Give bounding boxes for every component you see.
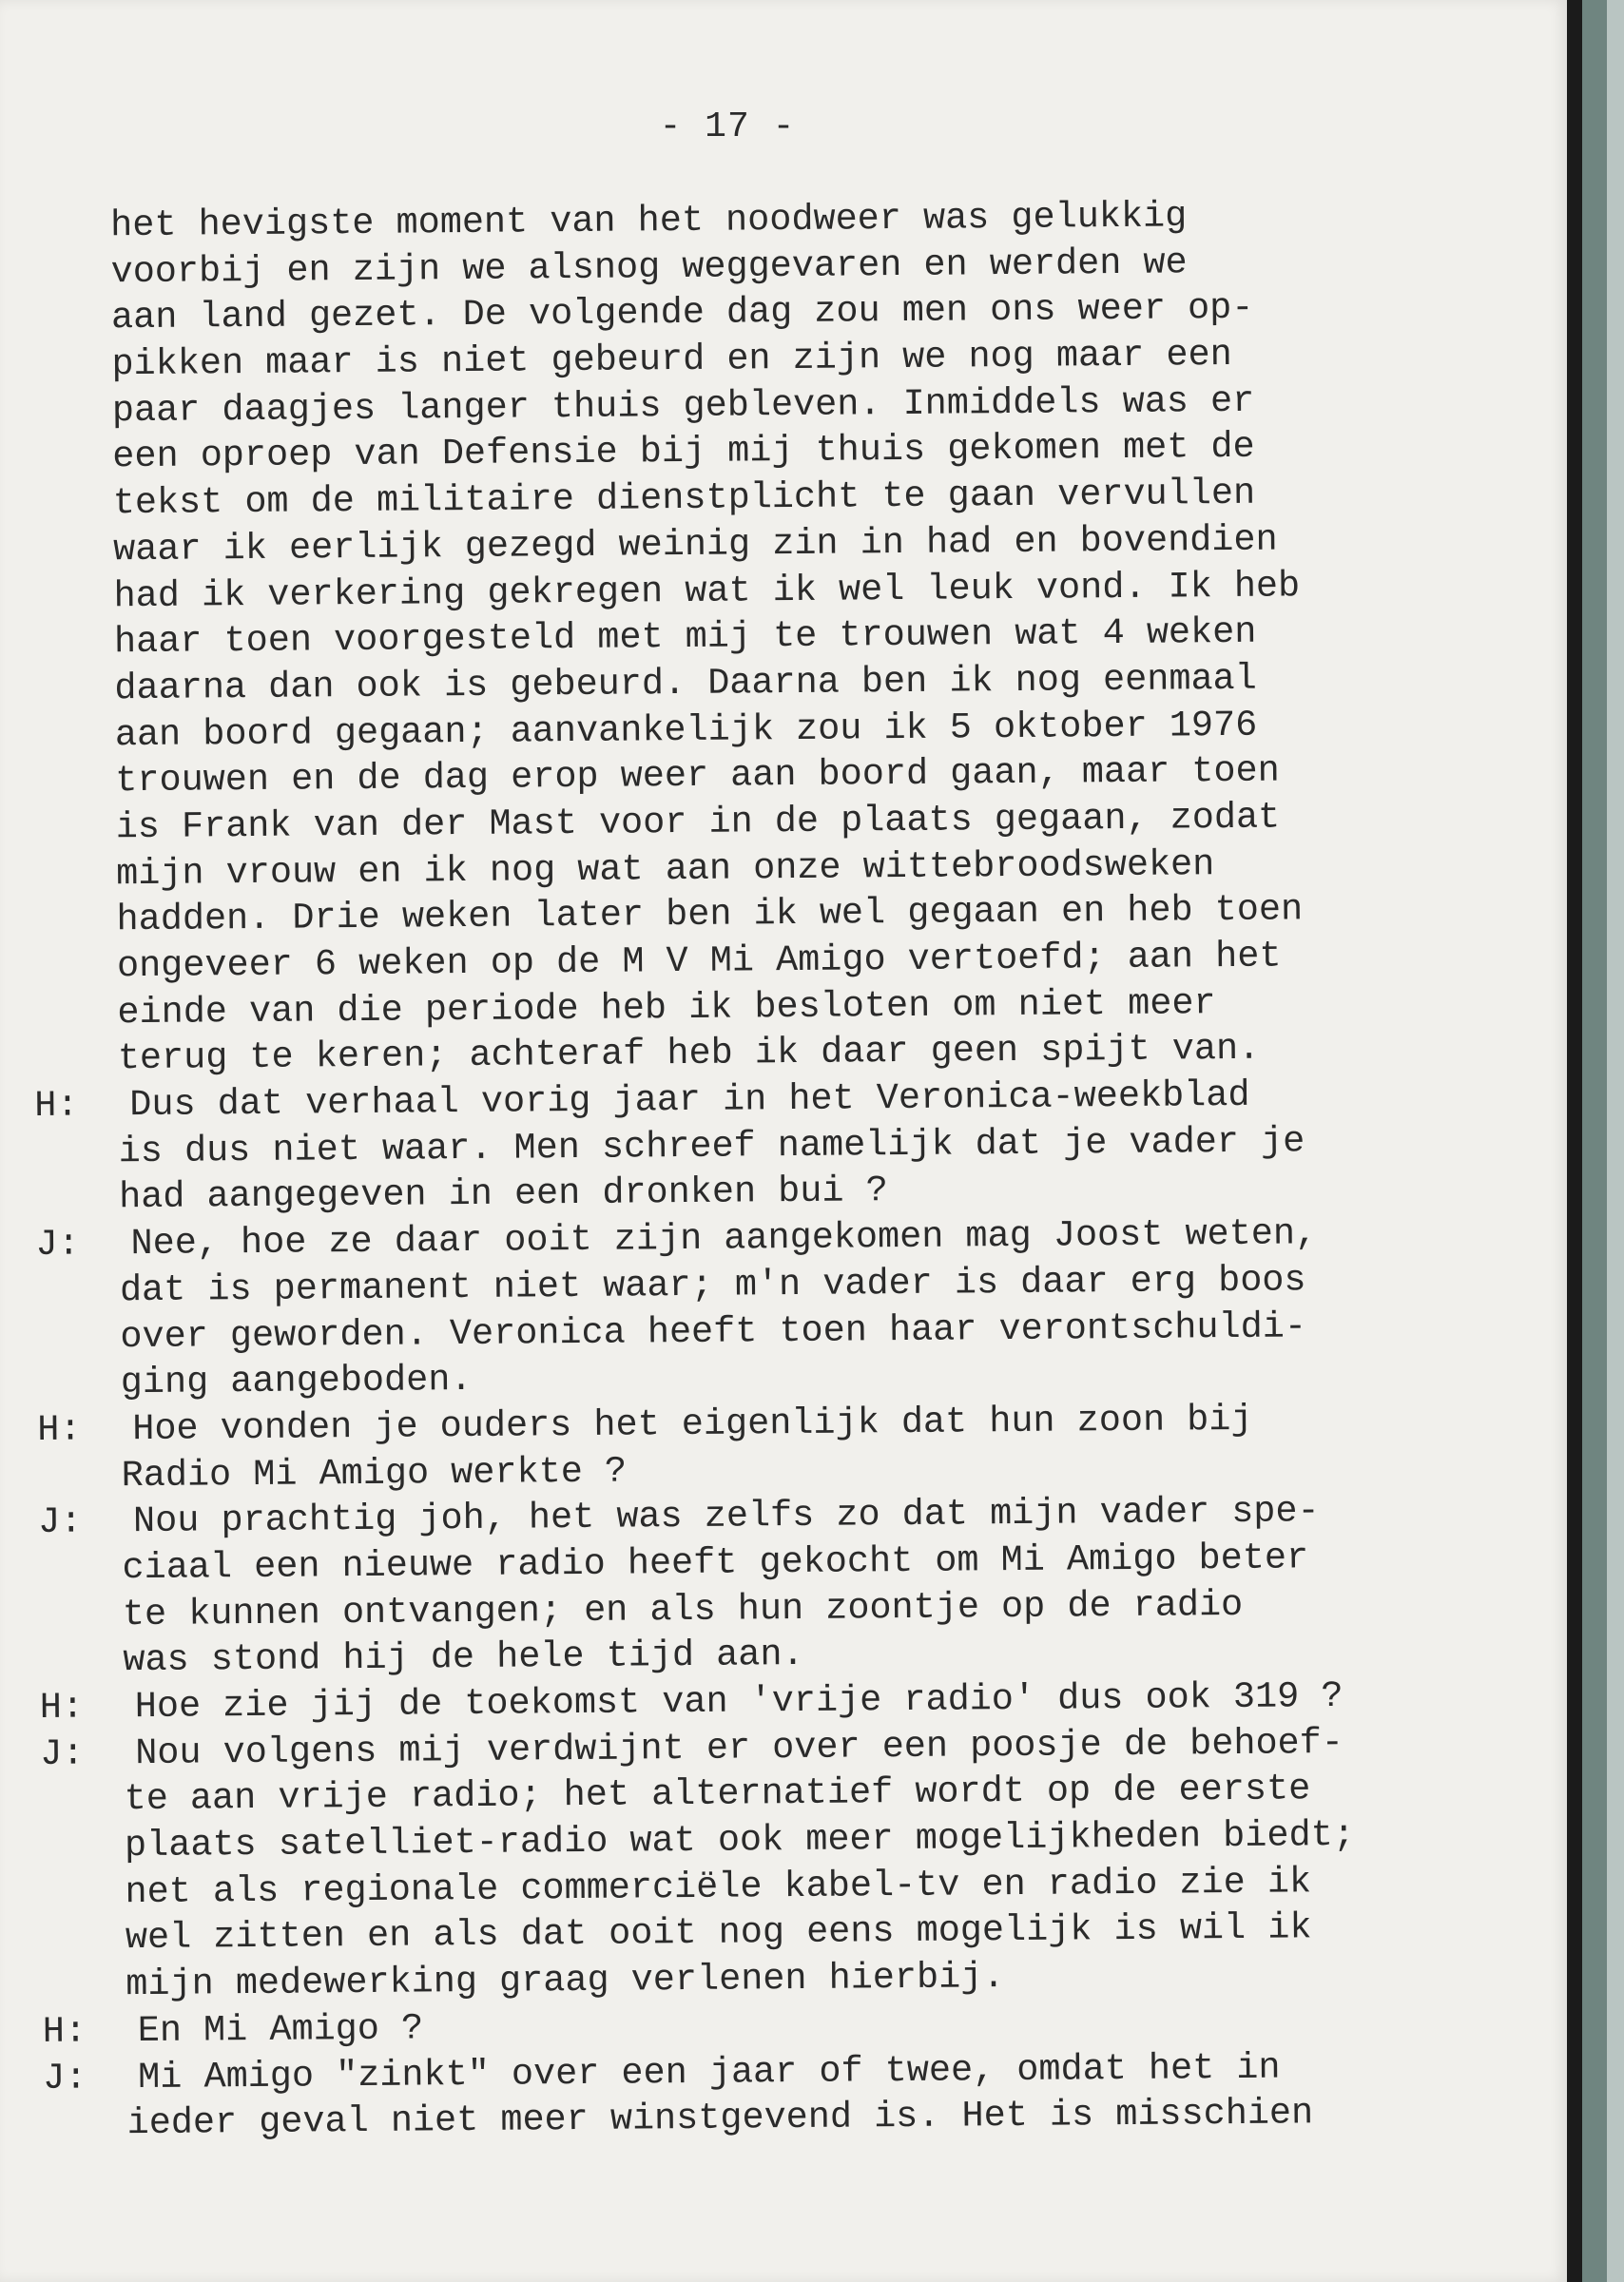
line-text: daarna dan ook is gebeurd. Daarna ben ik nog eenmaal — [114, 657, 1258, 710]
speaker-label — [36, 1314, 122, 1315]
line-text: aan boord gegaan; aanvankelijk zou ik 5 oktober 1976 — [114, 704, 1258, 756]
line-text: Mi Amigo "zinkt" over een jaar of twee, omdat het in — [138, 2046, 1281, 2098]
line-text: waar ik eerlijk gezegd weinig zin in had en bovendien — [112, 518, 1278, 571]
line-text: hadden. Drie weken later ben ik wel gegaan en heb toen — [116, 888, 1304, 941]
speaker-label — [31, 758, 117, 759]
speaker-label — [32, 851, 118, 852]
speaker-label — [41, 1869, 126, 1870]
speaker-label — [32, 897, 118, 898]
line-text: het hevigste moment van het noodweer was gelukkig — [110, 195, 1188, 247]
speaker-label: J: — [35, 1223, 80, 1267]
speaker-label — [37, 1453, 123, 1454]
line-text: En Mi Amigo ? — [137, 2007, 424, 2052]
line-text: had aangegeven in een dronken bui ? — [118, 1170, 888, 1219]
speaker-label — [37, 1360, 123, 1361]
interview-text — [27, 190, 1565, 2148]
line-text: aan land gezet. De volgende dag zou men ons weer op- — [110, 287, 1254, 339]
speaker-label — [42, 1962, 127, 1963]
line-text: ciaal een nieuwe radio heeft gekocht om Mi Amigo beter — [122, 1537, 1309, 1590]
line-text: voorbij en zijn we alsnog weggevaren en werden we — [110, 242, 1188, 293]
line-text: ongeveer 6 weken op de M V Mi Amigo vertoefd; aan het — [116, 935, 1282, 988]
speaker-label — [29, 527, 115, 528]
speaker-label — [28, 296, 113, 297]
line-text: tekst om de militaire dienstplicht te gaan vervullen — [112, 472, 1256, 525]
speaker-label — [42, 1916, 127, 1917]
speaker-label — [35, 1175, 121, 1176]
line-text: Nou prachtig joh, het was zelfs zo dat mijn vader spe- — [132, 1490, 1320, 1543]
speaker-label — [41, 1823, 126, 1824]
line-text: net als regionale commerciële kabel-tv en radio zie ik — [125, 1861, 1312, 1913]
speaker-label — [29, 480, 115, 481]
line-text: plaats satelliet-radio wat ook meer mogelijkheden biedt; — [124, 1813, 1356, 1867]
line-text: wel zitten en als dat ooit nog eens mogelijk is wil ik — [125, 1906, 1312, 1960]
speaker-label — [30, 666, 116, 667]
line-text: mijn medewerking graag verlenen hierbij. — [126, 1956, 1005, 2006]
line-text: is Frank van der Mast voor in de plaats gegaan, zodat — [115, 796, 1281, 849]
speaker-label — [36, 1267, 122, 1268]
line-text: Hoe vonden je ouders het eigenlijk dat hun zoon bij — [132, 1398, 1253, 1450]
speaker-label — [32, 804, 118, 805]
line-text: Nee, hoe ze daar ooit zijn aangekomen mag Joost weten, — [130, 1212, 1318, 1266]
line-text: dat is permanent niet waar; m'n vader is daar erg boos — [119, 1259, 1306, 1312]
line-text: Hoe zie jij de toekomst van 'vrije radio' dus ook 319 ? — [134, 1674, 1344, 1729]
line-text: over geworden. Veronica heeft toen haar verontschuldi- — [120, 1305, 1307, 1358]
speaker-label: H: — [42, 2010, 87, 2053]
line-text: mijn vrouw en ik nog wat aan onze wittebroodsweken — [115, 842, 1215, 895]
speaker-label — [27, 249, 112, 250]
speaker-label — [28, 341, 113, 342]
line-text: een oproep van Defensie bij mij thuis gekomen met de — [112, 426, 1255, 478]
speaker-label — [43, 2100, 128, 2101]
speaker-label — [29, 573, 115, 574]
line-text: Radio Mi Amigo werkte ? — [121, 1450, 628, 1497]
line-text: Nou volgens mij verdwijnt er over een poosje de behoef- — [135, 1721, 1344, 1774]
speaker-label — [39, 1637, 125, 1638]
line-text: Dus dat verhaal vorig jaar in het Veronica-weekblad — [129, 1073, 1250, 1127]
speaker-label — [38, 1545, 124, 1546]
line-text: haar toen voorgesteld met mij te trouwen wat 4 weken — [113, 610, 1257, 664]
line-text: trouwen en de dag erop weer aan boord gaan, maar toen — [115, 749, 1280, 803]
speaker-label: H: — [34, 1084, 79, 1128]
line-text: pikken maar is niet gebeurd en zijn we nog maar een — [111, 334, 1232, 386]
line-text: paar daagjes langer thuis gebleven. Inmiddels was er — [111, 379, 1255, 432]
speaker-label: J: — [43, 2057, 87, 2099]
line-text: was stond hij de hele tijd aan. — [123, 1634, 804, 1682]
page-binding — [1567, 0, 1582, 2282]
speaker-label: J: — [40, 1732, 85, 1775]
speaker-label — [29, 388, 114, 389]
line-text: is dus niet waar. Men schreef namelijk dat je vader je — [118, 1120, 1305, 1172]
speaker-label — [39, 1592, 125, 1593]
speaker-label — [30, 619, 116, 620]
line-text: ging aangeboden. — [120, 1359, 473, 1404]
line-text: te kunnen ontvangen; en als hun zoontje op de radio — [122, 1583, 1244, 1635]
page-edge-highlight — [1607, 0, 1624, 2282]
speaker-label — [33, 990, 119, 991]
line-text: terug te keren; achteraf heb ik daar geen spijt van. — [117, 1028, 1261, 1080]
line-text: ieder geval niet meer winstgevend is. Het is misschien — [126, 2092, 1314, 2145]
line-text: einde van die periode heb ik besloten om niet meer — [117, 981, 1216, 1034]
line-text: had ik verkering gekregen wat ik wel leuk vond. Ik heb — [113, 564, 1301, 617]
speaker-label — [34, 1129, 120, 1130]
speaker-label: J: — [37, 1500, 83, 1544]
speaker-label: H: — [37, 1408, 82, 1451]
speaker-label — [31, 712, 117, 713]
speaker-label — [33, 943, 119, 944]
speaker-label: H: — [39, 1686, 85, 1729]
speaker-label — [34, 1036, 120, 1037]
line-text: te aan vrije radio; het alternatief wordt op de eerste — [124, 1768, 1311, 1821]
speaker-label — [40, 1777, 126, 1778]
page-number: - 17 - — [659, 106, 796, 147]
